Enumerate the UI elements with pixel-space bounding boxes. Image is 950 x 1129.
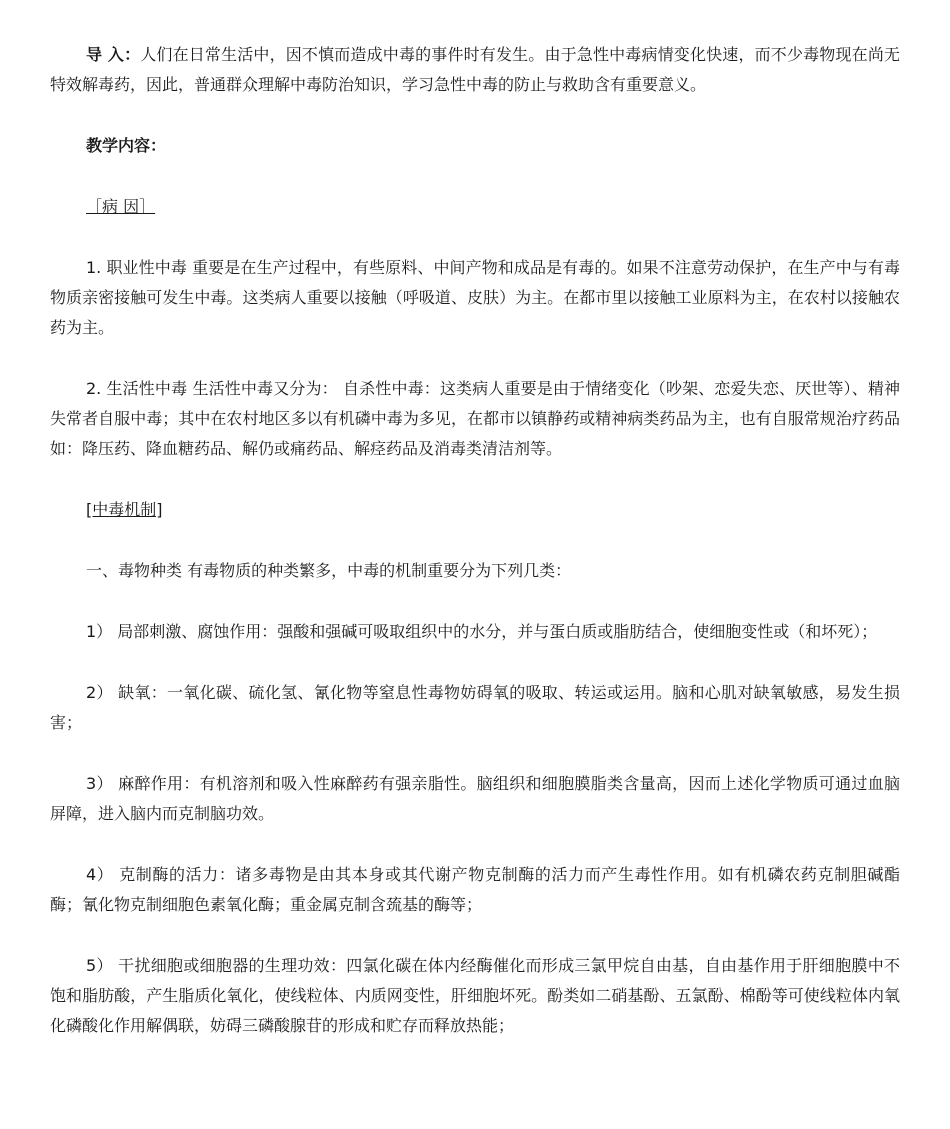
cause-item-2: 2. 生活性中毒 生活性中毒又分为： 自杀性中毒：这类病人重要是由于情绪变化（吵架、恋爱失恋、厌世等）、精神失常者自服中毒；其中在农村地区多以有机磷中毒为多见，在都市以镇静药或精神病类药品为主，也有自服常规治疗药品如：降压药、降血糖药品、解仍或痛药品、解痉药品及消毒类清洁剂等。	[50, 379, 900, 458]
section-cause-heading	[50, 192, 900, 222]
section-mechanism-title: [中毒机制]	[86, 500, 163, 519]
mechanism-intro: 一、毒物种类 有毒物质的种类繁多，中毒的机制重要分为下列几类：	[86, 561, 572, 580]
mechanism-item-3: 3） 麻醉作用：有机溶剂和吸入性麻醉药有强亲脂性。脑组织和细胞膜脂类含量高，因而上述化学物质可通过血脑屏障，进入脑内而克制脑功效。	[50, 774, 900, 823]
mechanism-item-1: 1） 局部刺激、腐蚀作用：强酸和强碱可吸取组织中的水分，并与蛋白质或脂肪结合，使细胞变性或（和坏死）；	[86, 622, 878, 641]
content-heading: 教学内容：	[86, 136, 167, 155]
intro-label: 导 入：	[86, 45, 141, 64]
mechanism-item-5: 5） 干扰细胞或细胞器的生理功效：四氯化碳在体内经酶催化而形成三氯甲烷自由基，自由基作用于肝细胞膜中不饱和脂肪酸，产生脂质化氧化，使线粒体、内质网变性，肝细胞坏死。酚类如二硝基酚、五氯酚、棉酚等可使线粒体内氧化磷酸化作用解偶联，妨碍三磷酸腺苷的形成和贮存而释放热能；	[50, 956, 900, 1035]
mechanism-item-4: 4） 克制酶的活力：诸多毒物是由其本身或其代谢产物克制酶的活力而产生毒性作用。如有机磷农药克制胆碱酯酶；氰化物克制细胞色素氧化酶；重金属克制含巯基的酶等；	[50, 865, 900, 914]
section-mechanism-heading	[50, 495, 900, 525]
intro-paragraph	[50, 40, 900, 100]
mechanism-item-2: 2） 缺氧：一氧化碳、硫化氢、氰化物等窒息性毒物妨碍氧的吸取、转运或运用。脑和心肌对缺氧敏感，易发生损害；	[50, 683, 900, 732]
section-cause-title: ［病 因］	[86, 197, 156, 216]
intro-text: 人们在日常生活中，因不慎而造成中毒的事件时有发生。由于急性中毒病情变化快速，而不少毒物现在尚无特效解毒药，因此，普通群众理解中毒防治知识，学习急性中毒的防止与救助含有重要意义。	[50, 45, 900, 94]
cause-item-1: 1. 职业性中毒 重要是在生产过程中，有些原料、中间产物和成品是有毒的。如果不注意劳动保护，在生产中与有毒物质亲密接触可发生中毒。这类病人重要以接触（呼吸道、皮肤）为主。在都市里以接触工业原料为主，在农村以接触农药为主。	[50, 258, 900, 337]
